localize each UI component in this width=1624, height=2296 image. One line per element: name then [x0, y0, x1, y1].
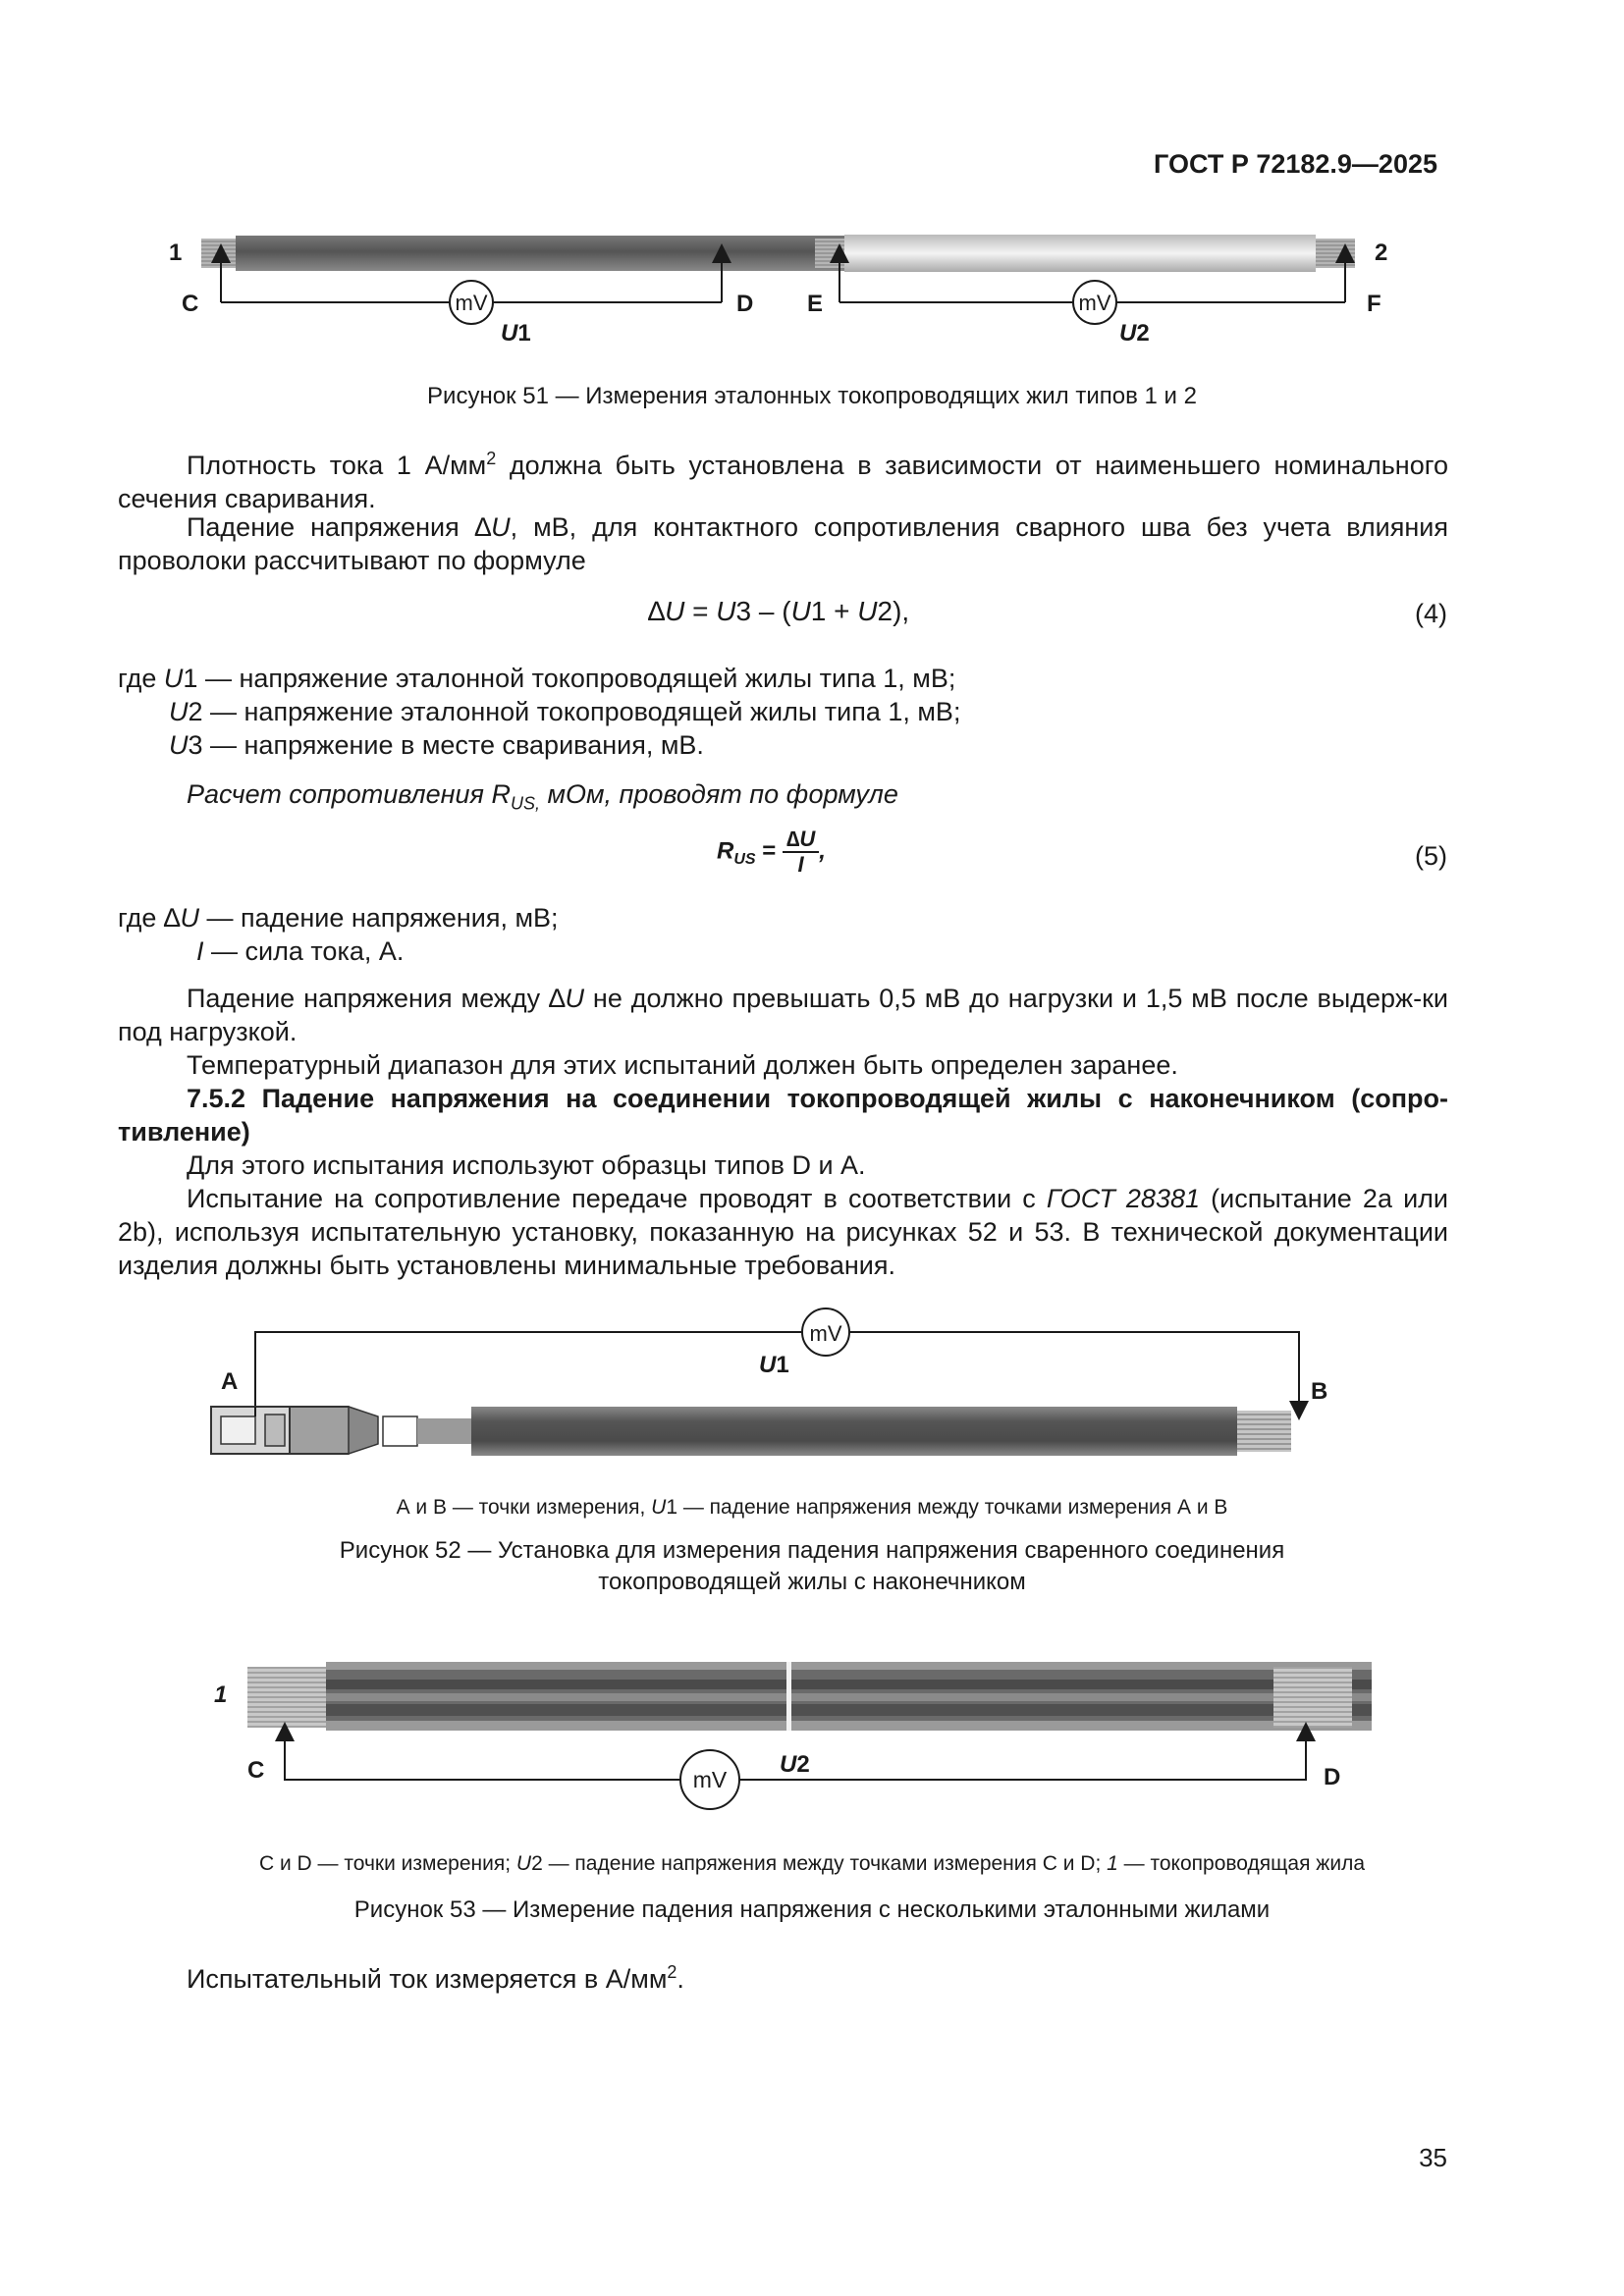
svg-text:U1	[501, 320, 531, 347]
wire-type-2-insulation	[844, 235, 1316, 272]
fig51-u1-index: 1	[517, 320, 531, 347]
svg-text:U2	[780, 1751, 810, 1778]
figure-53-caption: Рисунок 53 — Измерение падения напряжения с несколькими эталонными жилами	[353, 1896, 1271, 1923]
legend-u3: U3 — напряжение в месте сваривания, мВ.	[169, 730, 704, 760]
paragraph-resistance-calc: Расчет сопротивления $R_{US,}$ мОм, проводят по формуле	[187, 779, 898, 814]
fig52-u1-index: 1	[776, 1352, 789, 1378]
fig53-u2-symbol: U	[780, 1751, 797, 1778]
fig51-point-f: F	[1367, 291, 1381, 317]
formula-4-legend	[118, 662, 960, 762]
wire-type-1-insulation	[236, 236, 854, 271]
circuit-u1-left	[255, 1332, 802, 1411]
voltmeter-label: mV	[809, 1321, 842, 1346]
paragraph-voltage-drop-intro: Падение напряжения ∆U, мВ, для контактного сопротивления сварного шва без учета влияния проволоки рассчитывают по формуле	[118, 512, 1448, 575]
figure-52	[191, 1301, 1370, 1458]
standard-header: ГОСТ Р 72182.9—2025	[1154, 149, 1437, 179]
terminal-lug	[211, 1407, 378, 1454]
legend-delta-u: где ∆U — падение напряжения, мВ;	[118, 903, 559, 933]
fig51-u2-symbol: U	[1119, 320, 1137, 347]
voltmeter-2-label: mV	[1078, 291, 1111, 315]
wire-type-2-strands-right	[1316, 239, 1355, 268]
bare-conductor-gap	[383, 1416, 417, 1446]
legend-current: I — сила тока, А.	[196, 936, 405, 966]
fig51-point-e: E	[807, 291, 824, 317]
figure-51-caption: Рисунок 51 — Измерения эталонных токопроводящих жил типов 1 и 2	[427, 383, 1197, 409]
paragraph-test-current: Испытательный ток измеряется в $А/мм^2$.	[187, 1962, 684, 1994]
wire-strands-left	[247, 1667, 326, 1728]
figure-53-note: С и D — точки измерения; U2 — падение напряжения между точками измерения С и D; 1 — токопроводящая жила	[258, 1852, 1366, 1875]
paragraph-voltage-limit: Падение напряжения между ∆U не должно превышать 0,5 мВ до нагрузки и 1,5 мВ после выдерж-ки под нагрузкой.	[118, 984, 1449, 1046]
circuit-u2-left	[285, 1735, 687, 1780]
wire-insulation	[471, 1407, 1237, 1456]
wire-insulation-thin	[417, 1418, 471, 1444]
formula-5: $R_{US}$ = $\frac{\Delta U}{I}$ ,	[717, 827, 826, 877]
paragraph-current-density: Плотность тока 1 $А/мм^2$ должна быть установлена в зависимости от наименьшего номинального сечения сваривания.	[118, 449, 1448, 513]
legend-u1: где U1 — напряжение эталонной токопроводящей жилы типа 1, мВ;	[118, 664, 956, 693]
paragraph-temperature: Температурный диапазон для этих испытаний должен быть определен заранее.	[187, 1050, 1178, 1080]
legend-u2: U2 — напряжение эталонной токопроводящей жилы типа 1, мВ;	[169, 697, 961, 726]
fig52-point-b: B	[1311, 1378, 1328, 1405]
figure-52-note: А и В — точки измерения, U1 — падение напряжения между точками измерения А и В	[396, 1496, 1228, 1519]
voltmeter-1-label: mV	[455, 291, 488, 315]
wire-strands-right	[1273, 1667, 1352, 1728]
fig53-u2-index: 2	[796, 1751, 810, 1778]
fig53-point-c: C	[247, 1757, 265, 1784]
wire-strands-end	[1237, 1411, 1291, 1452]
page-number: 35	[1419, 2143, 1447, 2172]
fig51-u2-index: 2	[1136, 320, 1150, 347]
reference-wire-bundle	[326, 1662, 1372, 1731]
svg-text:U2	[1119, 320, 1150, 347]
circuit-u1-right	[849, 1332, 1299, 1411]
paragraph-transfer-resistance: Испытание на сопротивление передаче проводят в соответствии с ГОСТ 28381 (испытание 2а или 2b), используя испытательную установку, показанную на рисунках 52 и 53. В технической документации изделия должны быть установлены минимальные требования.	[118, 1184, 1448, 1280]
formula-4: ∆U = U3 – (U1 + U2),	[648, 596, 910, 626]
bundle-joint	[786, 1662, 791, 1731]
fig51-label-2: 2	[1375, 240, 1388, 266]
fig51-point-c: C	[182, 291, 199, 317]
fig53-label-1: 1	[214, 1682, 228, 1708]
fig51-u1-symbol: U	[501, 320, 518, 347]
formula-5-legend	[118, 901, 559, 968]
figure-51	[147, 221, 1424, 358]
wire-type-1-strands-left	[201, 239, 236, 268]
fig52-point-a: A	[221, 1368, 239, 1395]
formula-4-number: (4)	[1415, 599, 1447, 628]
section-7-5-2-heading: 7.5.2 Падение напряжения на соединении токопроводящей жилы с наконечником (сопро-тивление)	[118, 1084, 1448, 1147]
fig52-u1-symbol: U	[759, 1352, 777, 1378]
circuit-u2-right	[732, 1735, 1306, 1780]
voltmeter-label: mV	[692, 1767, 728, 1792]
paragraph-samples: Для этого испытания используют образцы типов D и А.	[187, 1150, 866, 1180]
figure-53	[196, 1647, 1375, 1819]
fig51-label-1: 1	[169, 240, 183, 266]
fig53-point-d: D	[1324, 1764, 1341, 1790]
formula-5-number: (5)	[1415, 841, 1447, 871]
fig51-point-d: D	[736, 291, 754, 317]
figure-52-caption: Рисунок 52 — Установка для измерения падения напряжения сваренного соединения токопроводящей жилы с наконечником	[339, 1537, 1285, 1595]
svg-text:U1	[759, 1352, 789, 1378]
